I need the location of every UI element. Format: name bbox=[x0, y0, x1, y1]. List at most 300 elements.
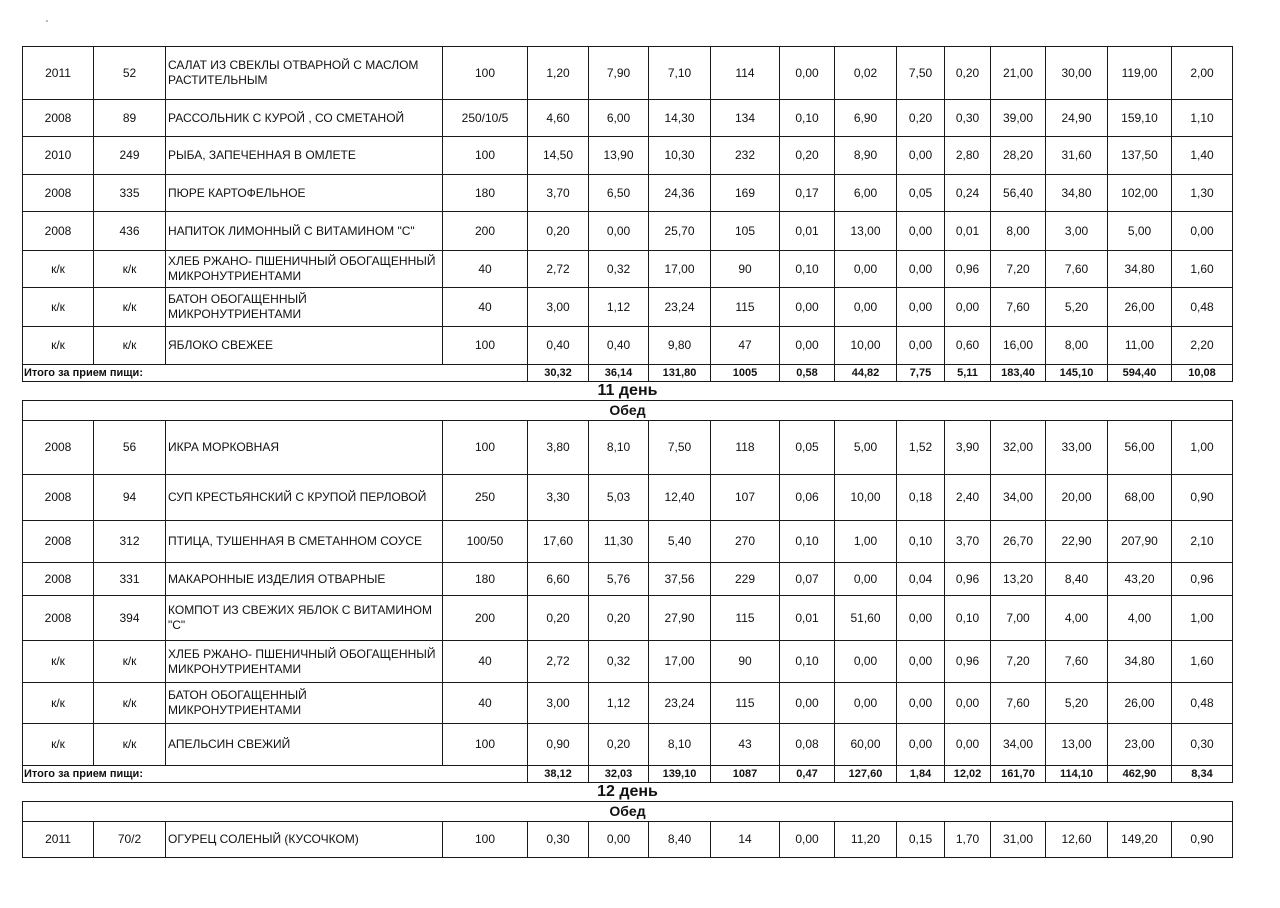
value-cell: 34,00 bbox=[991, 475, 1046, 521]
total-value-cell: 12,02 bbox=[945, 766, 991, 783]
value-cell: 3,00 bbox=[1046, 212, 1108, 251]
year-cell: 2010 bbox=[23, 137, 94, 175]
table-row bbox=[23, 100, 1233, 137]
value-cell: 2,72 bbox=[528, 641, 589, 683]
total-value-cell: 1,84 bbox=[897, 766, 945, 783]
recipe-number-cell: к/к bbox=[94, 251, 166, 288]
value-cell: 1,10 bbox=[1172, 100, 1233, 137]
value-cell: 17,00 bbox=[649, 641, 711, 683]
value-cell: 7,00 bbox=[991, 596, 1046, 641]
value-cell: 27,90 bbox=[649, 596, 711, 641]
year-cell: 2008 bbox=[23, 563, 94, 596]
portion-cell: 100 bbox=[443, 327, 528, 365]
year-cell: к/к bbox=[23, 288, 94, 327]
total-value-cell: 114,10 bbox=[1046, 766, 1108, 783]
value-cell: 1,00 bbox=[1172, 421, 1233, 475]
year-cell: к/к bbox=[23, 641, 94, 683]
value-cell: 6,50 bbox=[589, 175, 649, 212]
day-heading-row bbox=[23, 783, 1233, 802]
value-cell: 2,72 bbox=[528, 251, 589, 288]
value-cell: 5,00 bbox=[835, 421, 897, 475]
value-cell: 0,07 bbox=[780, 563, 835, 596]
value-cell: 1,60 bbox=[1172, 641, 1233, 683]
dish-name-cell: ЯБЛОКО СВЕЖЕЕ bbox=[166, 327, 443, 365]
value-cell: 0,96 bbox=[945, 641, 991, 683]
table-row bbox=[23, 137, 1233, 175]
recipe-number-cell: к/к bbox=[94, 641, 166, 683]
value-cell: 7,60 bbox=[1046, 251, 1108, 288]
value-cell: 115 bbox=[711, 288, 780, 327]
value-cell: 8,10 bbox=[649, 724, 711, 766]
value-cell: 0,00 bbox=[945, 683, 991, 724]
value-cell: 0,40 bbox=[528, 327, 589, 365]
value-cell: 114 bbox=[711, 47, 780, 100]
value-cell: 24,36 bbox=[649, 175, 711, 212]
value-cell: 0,00 bbox=[835, 563, 897, 596]
recipe-number-cell: 52 bbox=[94, 47, 166, 100]
value-cell: 0,96 bbox=[945, 563, 991, 596]
recipe-number-cell: к/к bbox=[94, 288, 166, 327]
total-value-cell: 5,11 bbox=[945, 365, 991, 382]
value-cell: 1,30 bbox=[1172, 175, 1233, 212]
table-row bbox=[23, 563, 1233, 596]
recipe-number-cell: 56 bbox=[94, 421, 166, 475]
value-cell: 0,10 bbox=[897, 521, 945, 563]
portion-cell: 100 bbox=[443, 822, 528, 858]
table-row bbox=[23, 724, 1233, 766]
dish-name-cell: ИКРА МОРКОВНАЯ bbox=[166, 421, 443, 475]
value-cell: 0,20 bbox=[589, 724, 649, 766]
value-cell: 2,40 bbox=[945, 475, 991, 521]
value-cell: 1,12 bbox=[589, 288, 649, 327]
value-cell: 21,00 bbox=[991, 47, 1046, 100]
year-cell: 2008 bbox=[23, 212, 94, 251]
total-value-cell: 1087 bbox=[711, 766, 780, 783]
recipe-number-cell: 89 bbox=[94, 100, 166, 137]
value-cell: 43 bbox=[711, 724, 780, 766]
value-cell: 3,90 bbox=[945, 421, 991, 475]
portion-cell: 40 bbox=[443, 641, 528, 683]
value-cell: 0,00 bbox=[835, 288, 897, 327]
value-cell: 0,00 bbox=[780, 47, 835, 100]
year-cell: к/к bbox=[23, 724, 94, 766]
value-cell: 270 bbox=[711, 521, 780, 563]
total-label: Итого за прием пищи: bbox=[23, 766, 528, 783]
value-cell: 43,20 bbox=[1108, 563, 1172, 596]
value-cell: 7,20 bbox=[991, 641, 1046, 683]
total-value-cell: 30,32 bbox=[528, 365, 589, 382]
value-cell: 11,00 bbox=[1108, 327, 1172, 365]
value-cell: 0,96 bbox=[1172, 563, 1233, 596]
value-cell: 0,32 bbox=[589, 641, 649, 683]
value-cell: 13,20 bbox=[991, 563, 1046, 596]
dish-name-cell: БАТОН ОБОГАЩЕННЫЙ МИКРОНУТРИЕНТАМИ bbox=[166, 288, 443, 327]
value-cell: 3,00 bbox=[528, 683, 589, 724]
value-cell: 115 bbox=[711, 683, 780, 724]
value-cell: 1,20 bbox=[528, 47, 589, 100]
total-value-cell: 594,40 bbox=[1108, 365, 1172, 382]
table-row bbox=[23, 596, 1233, 641]
total-value-cell: 8,34 bbox=[1172, 766, 1233, 783]
value-cell: 0,18 bbox=[897, 475, 945, 521]
value-cell: 0,20 bbox=[528, 596, 589, 641]
value-cell: 0,06 bbox=[780, 475, 835, 521]
value-cell: 7,60 bbox=[991, 683, 1046, 724]
value-cell: 118 bbox=[711, 421, 780, 475]
value-cell: 90 bbox=[711, 641, 780, 683]
table-row bbox=[23, 521, 1233, 563]
dish-name-cell: БАТОН ОБОГАЩЕННЫЙ МИКРОНУТРИЕНТАМИ bbox=[166, 683, 443, 724]
recipe-number-cell: 249 bbox=[94, 137, 166, 175]
year-cell: 2008 bbox=[23, 521, 94, 563]
value-cell: 8,90 bbox=[835, 137, 897, 175]
value-cell: 0,00 bbox=[897, 683, 945, 724]
value-cell: 8,40 bbox=[649, 822, 711, 858]
value-cell: 1,70 bbox=[945, 822, 991, 858]
portion-cell: 200 bbox=[443, 596, 528, 641]
value-cell: 11,20 bbox=[835, 822, 897, 858]
value-cell: 0,00 bbox=[897, 327, 945, 365]
value-cell: 24,90 bbox=[1046, 100, 1108, 137]
value-cell: 0,00 bbox=[835, 251, 897, 288]
total-label: Итого за прием пищи: bbox=[23, 365, 528, 382]
value-cell: 0,00 bbox=[897, 251, 945, 288]
value-cell: 13,00 bbox=[835, 212, 897, 251]
dish-name-cell: РАССОЛЬНИК С КУРОЙ , СО СМЕТАНОЙ bbox=[166, 100, 443, 137]
value-cell: 0,00 bbox=[897, 641, 945, 683]
recipe-number-cell: к/к bbox=[94, 327, 166, 365]
value-cell: 0,20 bbox=[528, 212, 589, 251]
dish-name-cell: ПТИЦА, ТУШЕННАЯ В СМЕТАННОМ СОУСЕ bbox=[166, 521, 443, 563]
value-cell: 207,90 bbox=[1108, 521, 1172, 563]
value-cell: 5,03 bbox=[589, 475, 649, 521]
value-cell: 0,00 bbox=[589, 822, 649, 858]
dish-name-cell: ХЛЕБ РЖАНО- ПШЕНИЧНЫЙ ОБОГАЩЕННЫЙ МИКРОНУТРИЕНТАМИ bbox=[166, 641, 443, 683]
value-cell: 0,02 bbox=[835, 47, 897, 100]
value-cell: 26,70 bbox=[991, 521, 1046, 563]
value-cell: 10,00 bbox=[835, 327, 897, 365]
value-cell: 2,80 bbox=[945, 137, 991, 175]
total-value-cell: 0,47 bbox=[780, 766, 835, 783]
value-cell: 159,10 bbox=[1108, 100, 1172, 137]
value-cell: 8,00 bbox=[1046, 327, 1108, 365]
table-row bbox=[23, 212, 1233, 251]
value-cell: 107 bbox=[711, 475, 780, 521]
value-cell: 0,30 bbox=[1172, 724, 1233, 766]
dish-name-cell: НАПИТОК ЛИМОННЫЙ С ВИТАМИНОМ "С" bbox=[166, 212, 443, 251]
table-row bbox=[23, 641, 1233, 683]
value-cell: 23,24 bbox=[649, 288, 711, 327]
value-cell: 3,70 bbox=[945, 521, 991, 563]
value-cell: 0,01 bbox=[945, 212, 991, 251]
value-cell: 119,00 bbox=[1108, 47, 1172, 100]
value-cell: 0,90 bbox=[1172, 822, 1233, 858]
table-row bbox=[23, 421, 1233, 475]
value-cell: 1,52 bbox=[897, 421, 945, 475]
value-cell: 14,50 bbox=[528, 137, 589, 175]
table-row bbox=[23, 47, 1233, 100]
portion-cell: 100 bbox=[443, 724, 528, 766]
dish-name-cell: МАКАРОННЫЕ ИЗДЕЛИЯ ОТВАРНЫЕ bbox=[166, 563, 443, 596]
value-cell: 17,60 bbox=[528, 521, 589, 563]
total-value-cell: 131,80 bbox=[649, 365, 711, 382]
value-cell: 6,90 bbox=[835, 100, 897, 137]
year-cell: 2008 bbox=[23, 421, 94, 475]
total-value-cell: 7,75 bbox=[897, 365, 945, 382]
value-cell: 2,00 bbox=[1172, 47, 1233, 100]
value-cell: 0,60 bbox=[945, 327, 991, 365]
value-cell: 0,00 bbox=[897, 288, 945, 327]
value-cell: 7,20 bbox=[991, 251, 1046, 288]
scan-speck bbox=[46, 20, 48, 22]
total-value-cell: 139,10 bbox=[649, 766, 711, 783]
value-cell: 10,00 bbox=[835, 475, 897, 521]
value-cell: 0,10 bbox=[780, 100, 835, 137]
value-cell: 0,17 bbox=[780, 175, 835, 212]
value-cell: 0,20 bbox=[897, 100, 945, 137]
total-row bbox=[23, 365, 1233, 382]
value-cell: 32,00 bbox=[991, 421, 1046, 475]
value-cell: 0,32 bbox=[589, 251, 649, 288]
value-cell: 2,10 bbox=[1172, 521, 1233, 563]
recipe-number-cell: 70/2 bbox=[94, 822, 166, 858]
total-value-cell: 44,82 bbox=[835, 365, 897, 382]
dish-name-cell: САЛАТ ИЗ СВЕКЛЫ ОТВАРНОЙ С МАСЛОМ РАСТИТЕЛЬНЫМ bbox=[166, 47, 443, 100]
value-cell: 0,00 bbox=[1172, 212, 1233, 251]
value-cell: 169 bbox=[711, 175, 780, 212]
meal-heading-row bbox=[23, 802, 1233, 822]
value-cell: 0,00 bbox=[780, 288, 835, 327]
value-cell: 134 bbox=[711, 100, 780, 137]
portion-cell: 200 bbox=[443, 212, 528, 251]
total-value-cell: 145,10 bbox=[1046, 365, 1108, 382]
portion-cell: 100 bbox=[443, 137, 528, 175]
recipe-number-cell: 312 bbox=[94, 521, 166, 563]
dish-name-cell: ОГУРЕЦ СОЛЕНЫЙ (КУСОЧКОМ) bbox=[166, 822, 443, 858]
value-cell: 0,24 bbox=[945, 175, 991, 212]
value-cell: 232 bbox=[711, 137, 780, 175]
total-value-cell: 32,03 bbox=[589, 766, 649, 783]
dish-name-cell: КОМПОТ ИЗ СВЕЖИХ ЯБЛОК С ВИТАМИНОМ "С" bbox=[166, 596, 443, 641]
value-cell: 0,10 bbox=[945, 596, 991, 641]
day-title: 12 день bbox=[597, 783, 658, 800]
value-cell: 13,00 bbox=[1046, 724, 1108, 766]
value-cell: 0,00 bbox=[780, 683, 835, 724]
value-cell: 34,80 bbox=[1108, 641, 1172, 683]
dish-name-cell: ПЮРЕ КАРТОФЕЛЬНОЕ bbox=[166, 175, 443, 212]
value-cell: 47 bbox=[711, 327, 780, 365]
value-cell: 33,00 bbox=[1046, 421, 1108, 475]
value-cell: 3,70 bbox=[528, 175, 589, 212]
value-cell: 60,00 bbox=[835, 724, 897, 766]
value-cell: 34,00 bbox=[991, 724, 1046, 766]
year-cell: 2011 bbox=[23, 822, 94, 858]
value-cell: 0,05 bbox=[780, 421, 835, 475]
total-value-cell: 10,08 bbox=[1172, 365, 1233, 382]
value-cell: 1,12 bbox=[589, 683, 649, 724]
value-cell: 14 bbox=[711, 822, 780, 858]
value-cell: 12,60 bbox=[1046, 822, 1108, 858]
value-cell: 0,00 bbox=[835, 683, 897, 724]
value-cell: 1,60 bbox=[1172, 251, 1233, 288]
day-title: 11 день bbox=[597, 382, 658, 399]
meal-title: Обед bbox=[23, 802, 1233, 822]
value-cell: 149,20 bbox=[1108, 822, 1172, 858]
value-cell: 1,00 bbox=[835, 521, 897, 563]
table-row bbox=[23, 175, 1233, 212]
value-cell: 26,00 bbox=[1108, 683, 1172, 724]
portion-cell: 100 bbox=[443, 421, 528, 475]
value-cell: 0,01 bbox=[780, 212, 835, 251]
recipe-number-cell: к/к bbox=[94, 724, 166, 766]
value-cell: 0,08 bbox=[780, 724, 835, 766]
portion-cell: 40 bbox=[443, 683, 528, 724]
value-cell: 7,10 bbox=[649, 47, 711, 100]
value-cell: 0,30 bbox=[945, 100, 991, 137]
recipe-number-cell: 94 bbox=[94, 475, 166, 521]
value-cell: 229 bbox=[711, 563, 780, 596]
recipe-number-cell: 394 bbox=[94, 596, 166, 641]
value-cell: 23,24 bbox=[649, 683, 711, 724]
value-cell: 8,00 bbox=[991, 212, 1046, 251]
value-cell: 4,60 bbox=[528, 100, 589, 137]
table-row bbox=[23, 327, 1233, 365]
recipe-number-cell: 436 bbox=[94, 212, 166, 251]
value-cell: 9,80 bbox=[649, 327, 711, 365]
value-cell: 39,00 bbox=[991, 100, 1046, 137]
value-cell: 7,50 bbox=[649, 421, 711, 475]
portion-cell: 250 bbox=[443, 475, 528, 521]
total-value-cell: 183,40 bbox=[991, 365, 1046, 382]
value-cell: 0,15 bbox=[897, 822, 945, 858]
value-cell: 51,60 bbox=[835, 596, 897, 641]
dish-name-cell: СУП КРЕСТЬЯНСКИЙ С КРУПОЙ ПЕРЛОВОЙ bbox=[166, 475, 443, 521]
value-cell: 13,90 bbox=[589, 137, 649, 175]
value-cell: 5,40 bbox=[649, 521, 711, 563]
value-cell: 0,96 bbox=[945, 251, 991, 288]
value-cell: 37,56 bbox=[649, 563, 711, 596]
value-cell: 7,50 bbox=[897, 47, 945, 100]
portion-cell: 100 bbox=[443, 47, 528, 100]
value-cell: 23,00 bbox=[1108, 724, 1172, 766]
value-cell: 115 bbox=[711, 596, 780, 641]
total-row bbox=[23, 766, 1233, 783]
value-cell: 0,30 bbox=[528, 822, 589, 858]
value-cell: 137,50 bbox=[1108, 137, 1172, 175]
year-cell: 2008 bbox=[23, 596, 94, 641]
portion-cell: 180 bbox=[443, 563, 528, 596]
value-cell: 0,05 bbox=[897, 175, 945, 212]
meal-heading-row bbox=[23, 401, 1233, 421]
table-row bbox=[23, 288, 1233, 327]
value-cell: 1,40 bbox=[1172, 137, 1233, 175]
year-cell: 2008 bbox=[23, 475, 94, 521]
table-row bbox=[23, 251, 1233, 288]
value-cell: 31,60 bbox=[1046, 137, 1108, 175]
value-cell: 0,00 bbox=[945, 288, 991, 327]
value-cell: 6,00 bbox=[589, 100, 649, 137]
day-heading-row bbox=[23, 382, 1233, 401]
year-cell: 2011 bbox=[23, 47, 94, 100]
year-cell: к/к bbox=[23, 683, 94, 724]
year-cell: к/к bbox=[23, 251, 94, 288]
value-cell: 3,80 bbox=[528, 421, 589, 475]
value-cell: 14,30 bbox=[649, 100, 711, 137]
value-cell: 3,00 bbox=[528, 288, 589, 327]
value-cell: 0,00 bbox=[897, 596, 945, 641]
table-row bbox=[23, 683, 1233, 724]
value-cell: 0,40 bbox=[589, 327, 649, 365]
value-cell: 25,70 bbox=[649, 212, 711, 251]
value-cell: 4,00 bbox=[1108, 596, 1172, 641]
value-cell: 5,76 bbox=[589, 563, 649, 596]
value-cell: 68,00 bbox=[1108, 475, 1172, 521]
value-cell: 22,90 bbox=[1046, 521, 1108, 563]
value-cell: 7,90 bbox=[589, 47, 649, 100]
value-cell: 8,10 bbox=[589, 421, 649, 475]
value-cell: 31,00 bbox=[991, 822, 1046, 858]
menu-document bbox=[22, 46, 1232, 858]
value-cell: 0,48 bbox=[1172, 683, 1233, 724]
total-value-cell: 36,14 bbox=[589, 365, 649, 382]
value-cell: 0,00 bbox=[780, 327, 835, 365]
value-cell: 11,30 bbox=[589, 521, 649, 563]
table-row bbox=[23, 475, 1233, 521]
value-cell: 0,20 bbox=[589, 596, 649, 641]
dish-name-cell: РЫБА, ЗАПЕЧЕННАЯ В ОМЛЕТЕ bbox=[166, 137, 443, 175]
value-cell: 5,20 bbox=[1046, 288, 1108, 327]
value-cell: 16,00 bbox=[991, 327, 1046, 365]
value-cell: 2,20 bbox=[1172, 327, 1233, 365]
value-cell: 0,00 bbox=[780, 822, 835, 858]
value-cell: 0,01 bbox=[780, 596, 835, 641]
year-cell: 2008 bbox=[23, 175, 94, 212]
value-cell: 0,10 bbox=[780, 521, 835, 563]
value-cell: 0,00 bbox=[897, 724, 945, 766]
value-cell: 0,20 bbox=[780, 137, 835, 175]
year-cell: к/к bbox=[23, 327, 94, 365]
value-cell: 6,00 bbox=[835, 175, 897, 212]
recipe-number-cell: 335 bbox=[94, 175, 166, 212]
value-cell: 56,00 bbox=[1108, 421, 1172, 475]
value-cell: 7,60 bbox=[991, 288, 1046, 327]
value-cell: 0,00 bbox=[945, 724, 991, 766]
value-cell: 105 bbox=[711, 212, 780, 251]
portion-cell: 40 bbox=[443, 251, 528, 288]
value-cell: 12,40 bbox=[649, 475, 711, 521]
recipe-number-cell: к/к bbox=[94, 683, 166, 724]
recipe-number-cell: 331 bbox=[94, 563, 166, 596]
portion-cell: 40 bbox=[443, 288, 528, 327]
value-cell: 34,80 bbox=[1046, 175, 1108, 212]
value-cell: 56,40 bbox=[991, 175, 1046, 212]
value-cell: 6,60 bbox=[528, 563, 589, 596]
dish-name-cell: АПЕЛЬСИН СВЕЖИЙ bbox=[166, 724, 443, 766]
total-value-cell: 161,70 bbox=[991, 766, 1046, 783]
portion-cell: 100/50 bbox=[443, 521, 528, 563]
total-value-cell: 0,58 bbox=[780, 365, 835, 382]
value-cell: 0,00 bbox=[835, 641, 897, 683]
total-value-cell: 38,12 bbox=[528, 766, 589, 783]
value-cell: 5,00 bbox=[1108, 212, 1172, 251]
value-cell: 0,90 bbox=[528, 724, 589, 766]
value-cell: 1,00 bbox=[1172, 596, 1233, 641]
value-cell: 30,00 bbox=[1046, 47, 1108, 100]
menu-table bbox=[22, 46, 1233, 858]
value-cell: 34,80 bbox=[1108, 251, 1172, 288]
value-cell: 0,00 bbox=[589, 212, 649, 251]
value-cell: 0,20 bbox=[945, 47, 991, 100]
